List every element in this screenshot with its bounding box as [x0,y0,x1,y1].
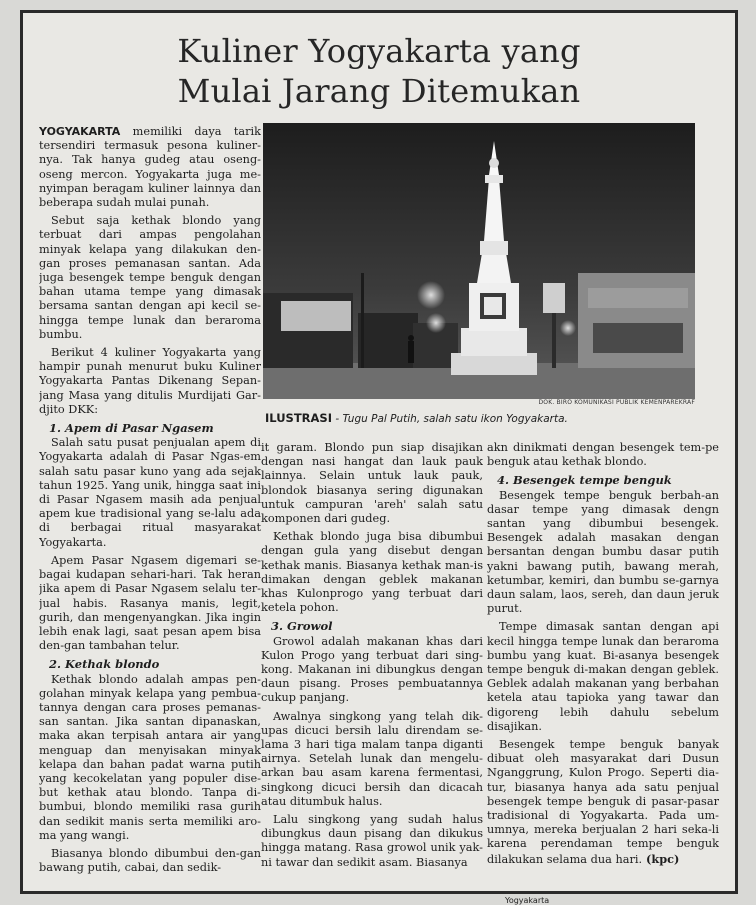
paragraph: Awalnya singkong yang telah dik-upas dicuci bersih lalu direndam se-lama 3 hari tiga malam tanpa diganti airnya. Setelah lunak dan mengelu-arkan bau asam karena fermentasi, singkong dicuci bersih dan dicacah atau ditumbuk halus. [261,709,483,808]
paragraph: Salah satu pusat penjualan apem di Yogyakarta adalah di Pasar Ngas-em salah satu pasar kuno yang ada sejak tahun 1925. Yang unik, hingga saat ini di Pasar Ngasem masih ada penjual apem kue tradisional yang se-lalu ada di berbagai ritual masyarakat Yogyakarta. [39,436,261,549]
subheading-besengek: 4. Besengek tempe benguk [497,473,672,488]
tugu-photo [263,123,695,399]
caption-lead: ILUSTRASI [265,411,332,425]
dateline: YOGYAKARTA [39,125,121,138]
photo-caption [265,411,705,425]
paragraph-text: Besengek tempe benguk banyak dibuat oleh masyarakat dari Dusun Nganggrung, Kulon Progo. Seperti dia-tur, biasanya hanya ada satu penjual besengek tempe benguk di pasar-pasar tradisional di Yogyakarta. Pada um-umnya, mereka berjualan 2 hari seka-li karena perendaman tempe benguk dilakukan selama dua hari. [487,738,719,866]
article-column-1 [39,125,261,885]
paragraph: Growol adalah makanan khas dari Kulon Progo yang terbuat dari sing-kong. Makanan ini dibungkus dengan daun pisang. Proses pembuatannya cukup panjang. [261,634,483,705]
paragraph: Lalu singkong yang sudah halus dibungkus daun pisang dan dikukus hingga matang. Rasa growol unik yak-ni tawar dan sedikit asam. Biasanya [261,813,483,869]
paragraph: Biasanya blondo dibumbui den-gan bawang putih, cabai, dan sedik- [39,846,261,875]
page-footer: Yogyakarta [505,896,550,905]
article-column-3 [487,441,719,889]
paragraph: Tempe dimasak santan dengan api kecil hingga tempe lunak dan beraroma bumbu yang kuat. Bi-asanya besengek tempe benguk di-makan dengan geblek. Geblek adalah makanan yang berbahan ketela atau tapioka yang tawar dan digoreng lebih dahulu sebelum disajikan. [487,620,719,733]
headline-line-1: Kuliner Yogyakarta yang [177,32,581,70]
subheading-kethak-blondo: 2. Kethak blondo [49,657,160,672]
subheading-apem: 1. Apem di Pasar Ngasem [49,421,214,436]
paragraph: Apem Pasar Ngasem digemari se-bagai kudapan sehari-hari. Tak heran jika apem di Pasar Ngasem selalu ter-jual habis. Rasanya manis, legit, gurih, dan mengenyangkan. Jika ingin lebih enak lagi, saat pesan apem bisa den-gan tambahan telur. [39,553,261,653]
paragraph: akn dinikmati dengan besengek tem-pe benguk atau kethak blondo. [487,441,719,469]
paragraph: Sebut saja kethak blondo yang terbuat dari ampas pengolahan minyak kelapa yang dilakukan den-gan proses pemanasan santan. Ada juga besengek tempe benguk dengan bahan utama tempe yang dimasak bersama santan dengan api kecil se-hingga tempe lunak dan beraroma bumbu. [39,214,261,341]
article-headline [23,31,735,111]
article-column-2 [261,441,483,889]
caption-text: - Tugu Pal Putih, salah satu ikon Yogyakarta. [331,413,568,425]
paragraph: Kethak blondo adalah ampas pen-golahan minyak kelapa yang pembua-tannya dengan cara proses pemanas-san santan. Jika santan dipanaskan, maka akan terpisah antara air yang menguap dan menyisakan minyak kelapa dan bahan padat warna putih yang kecokelatan yang populer dise-but kethak atau blondo. Tanpa di-bumbui, blondo memiliki rasa gurih dan sedikit manis serta memiliki aro-ma yang wangi. [39,672,261,842]
paragraph: Besengek tempe benguk berbah-an dasar tempe yang dimasak dengn santan yang dibumbui besengek. Besengek adalah masakan dengan bersantan dengan bumbu dasar putih yakni bawang putih, bawang merah, ketumbar, kemiri, dan bumbu se-garnya daun salam, laos, sereh, dan daun jeruk purut. [487,488,719,616]
paragraph: Kethak blondo juga bisa dibumbui dengan gula yang disebut dengan kethak manis. Biasanya kethak man-is dimakan dengan geblek makanan khas Kulonprogo yang terbuat dari ketela pohon. [261,530,483,615]
tugu-illustration-image [263,123,695,399]
paragraph: it garam. Blondo pun siap disajikan dengan nasi hangat dan lauk pauk lainnya. Selain untuk lauk pauk, blondok biasanya sering digunakan untuk campuran 'areh' salah satu komponen dari gudeg. [261,441,483,526]
newspaper-clipping [20,10,738,894]
headline-line-2: Mulai Jarang Ditemukan [177,72,581,110]
author-sign: (kpc) [642,851,680,866]
paragraph-text: memiliki daya tarik tersendiri termasuk pesona kuliner-nya. Tak hanya gudeg atau oseng-oseng mercon. Yogyakarta juga me-nyimpan beragam kuliner lainnya dan beberapa sudah mulai punah. [39,125,261,210]
photo-credit: DOK. BIRO KOMUNIKASI PUBLIK KEMENPAREKRAF [538,399,695,406]
paragraph: Berikut 4 kuliner Yogyakarta yang hampir punah menurut buku Kuliner Yogyakarta Pantas Dikenang Sepan-jang Masa yang ditulis Murdijati Gar-djito DKK: [39,346,261,416]
subheading-growol: 3. Growol [271,619,333,634]
paragraph [487,738,719,867]
paragraph [39,125,261,210]
